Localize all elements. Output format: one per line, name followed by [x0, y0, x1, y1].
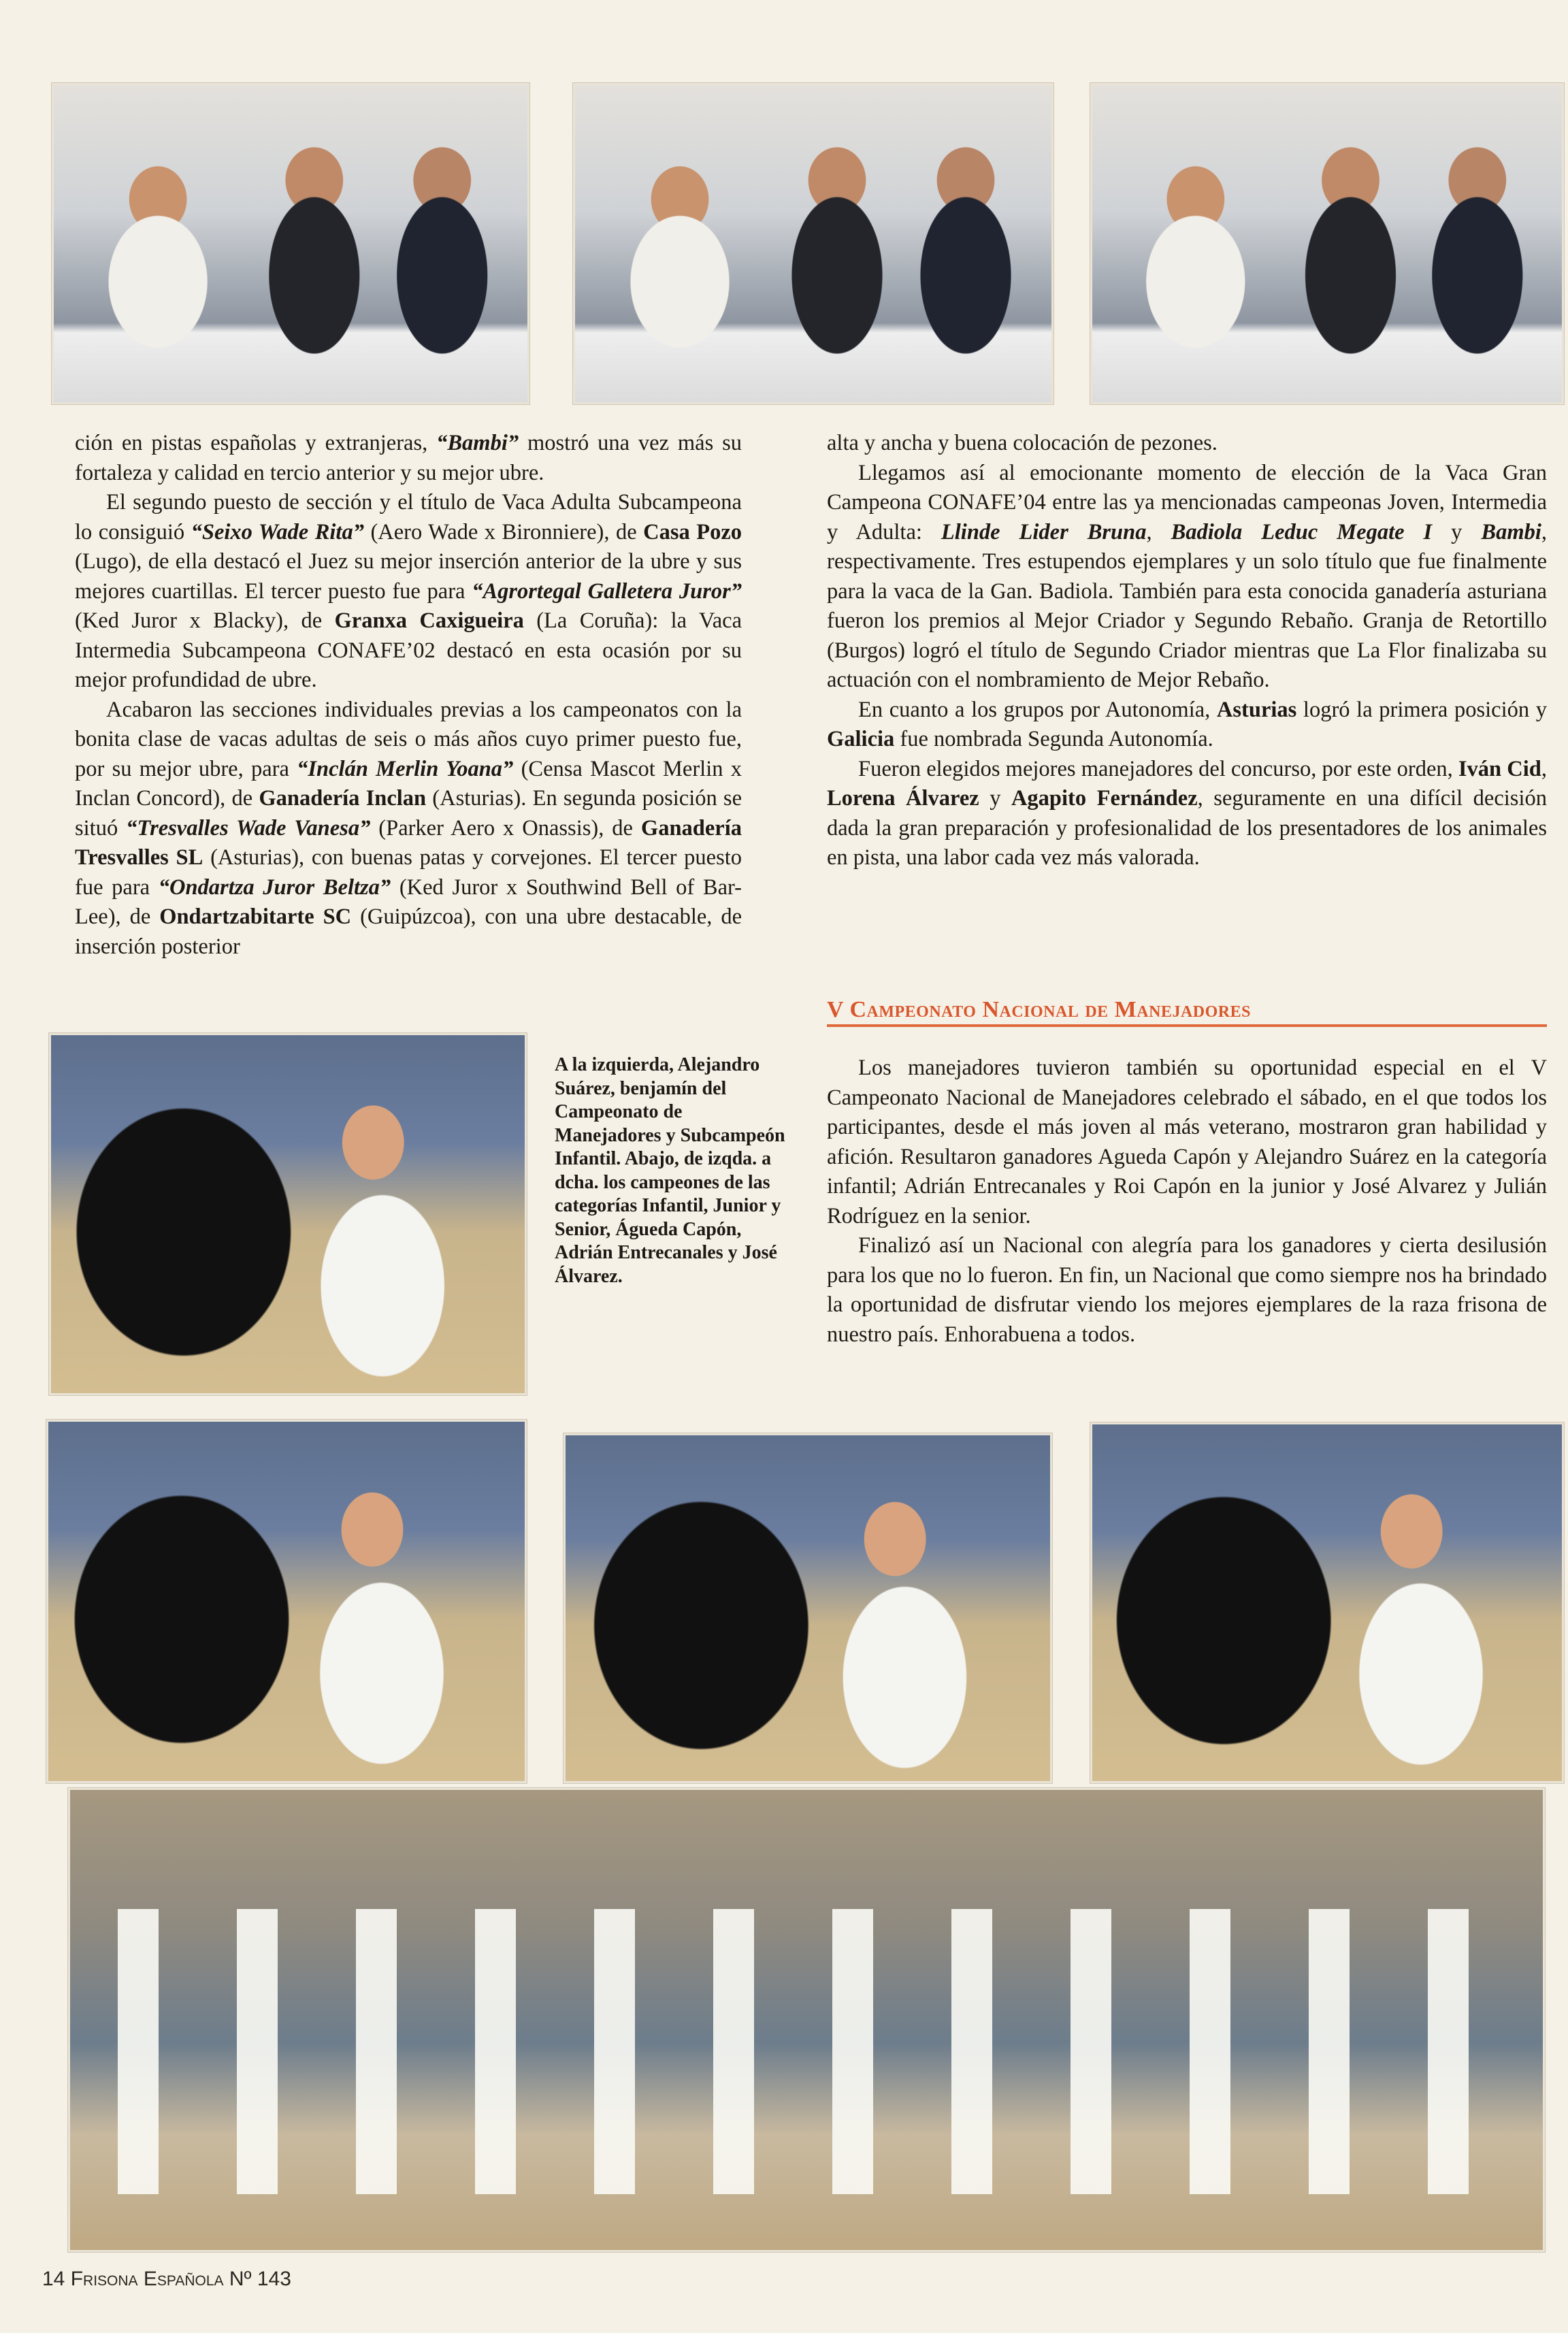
handler-name: Lorena Álvarez [827, 786, 979, 811]
photo-award-ceremony-2 [573, 83, 1054, 404]
cow-name: “Inclán Merlin Yoana” [297, 756, 514, 781]
text-run: Fueron elegidos mejores manejadores del concurso, por este orden, [858, 756, 1458, 781]
text-run: En cuanto a los grupos por Autonomía, [858, 697, 1217, 722]
cow-name: “Ondartza Juror Beltza” [158, 875, 391, 900]
handler-name: Iván Cid [1458, 756, 1541, 781]
photo-boy-with-cow [49, 1033, 527, 1395]
cow-name: Bambi [1481, 519, 1541, 544]
text-run: (Guipúzcoa), con una ubre destacable, de inserción posterior [75, 904, 742, 959]
cow-name: Badiola Leduc Megate I [1171, 519, 1433, 544]
text-run: (Aero Wade x Bironniere), de [363, 519, 644, 544]
photo-group-handlers [68, 1788, 1545, 2252]
photo-award-ceremony-3 [1090, 83, 1564, 404]
text-run: (Asturias), con buenas patas y corvejones. El tercer puesto fue para [75, 845, 742, 900]
text-run: (Asturias). En segunda posición se situó [75, 786, 742, 841]
photo-award-ceremony-1 [52, 83, 529, 404]
region-name: Galicia [827, 727, 895, 751]
photo-caption: A la izquierda, Alejandro Suárez, benjamín del Campeonato de Manejadores y Subcampeón Infantil. Abajo, de izqda. a dcha. los campeones de las categorías Infantil, Junior y Senior, Águeda Capón, Adrián Entrecanales y José Álvarez. [555, 1054, 785, 1287]
cow-name: “Bambi” [436, 431, 519, 455]
page-footer: 14 Frisona Española Nº 143 [42, 2268, 291, 2290]
text-run: El segundo puesto de sección y el título de Vaca Adulta Subcampeona lo consiguió [75, 490, 742, 544]
article-column-right-lower [827, 1054, 1547, 1350]
handler-name: Agapito Fernández [1011, 786, 1198, 811]
article-column-left [75, 429, 742, 962]
text-run: y [979, 786, 1011, 811]
region-name: Asturias [1216, 697, 1297, 722]
text-run: mostró una vez más su fortaleza y calidad en tercio anterior y su mejor ubre. [75, 431, 742, 485]
text-run: (Ked Juror x Southwind Bell of Bar-Lee), de [75, 875, 742, 929]
text-run: (Censa Mascot Merlin x Inclan Concord), de [75, 756, 742, 811]
text-run: (Lugo), de ella destacó el Juez su mejor inserción anterior de la ubre y sus mejores cuartillas. El tercer puesto fue para [75, 549, 742, 604]
paragraph: Los manejadores tuvieron también su oportunidad especial en el V Campeonato Nacional de Manejadores celebrado el sábado, en el que todos los participantes, desde el más joven al más veterano, mostraron gran habilidad y afición. Resultaron ganadores Agueda Capón y Alejandro Suárez en la categoría infantil; Adrián Entrecanales y Roi Capón en la junior y José Alvarez y Julián Rodríguez en la senior. [827, 1056, 1547, 1228]
text-run: Acabaron las secciones individuales previas a los campeonatos con la bonita clase de vacas adultas de seis o más años cuyo primer puesto fue, por su mejor ubre, para [75, 697, 742, 781]
text-run: Llegamos así al emocionante momento de elección de la Vaca Gran Campeona CONAFE’04 entre las ya mencionadas campeonas Joven, Intermedia y Adulta: [827, 460, 1547, 544]
text-run: (Parker Aero x Onassis), de [370, 815, 641, 841]
farm-name: Casa Pozo [643, 519, 742, 544]
farm-name: Ganadería Inclan [259, 786, 427, 811]
text-run: ción en pistas españolas y extranjeras, [75, 431, 437, 455]
text-run: logró la primera posición y [1296, 697, 1547, 722]
text-run: , respectivamente. Tres estupendos ejemplares y un solo título que fue finalmente para la vaca de la Gan. Badiola. También para esta conocida ganadería asturiana fueron los premios al Mejor Criador y Segundo Rebaño. Granja de Retortillo (Burgos) logró el título de Segundo Criador mientras que La Flor finalizaba su actuación con el nombramiento de Mejor Rebaño. [827, 519, 1548, 692]
text-run: (La Coruña): la Vaca Intermedia Subcampeona CONAFE’02 destacó en esta ocasión por su mejor profundidad de ubre. [75, 608, 742, 692]
text-run: y [1432, 519, 1482, 544]
photo-infantil-champion [46, 1420, 527, 1783]
farm-name: Ganadería Tresvalles SL [75, 815, 742, 870]
text-run: fue nombrada Segunda Autonomía. [894, 727, 1213, 751]
farm-name: Ondartzabitarte SC [159, 904, 352, 929]
cow-name: “Agrortegal Galletera Juror” [472, 578, 742, 604]
cow-name: “Tresvalles Wade Vanesa” [126, 815, 371, 841]
text-run: , [1541, 756, 1547, 781]
cow-name: “Seixo Wade Rita” [191, 519, 364, 544]
farm-name: Granxa Caxigueira [334, 608, 524, 633]
paragraph: Finalizó así un Nacional con alegría para los ganadores y cierta desilusión para los que no lo fueron. En fin, un Nacional que como siempre nos ha brindado la oportunidad de disfrutar viendo los mejores ejemplares de la raza frisona de nuestro país. Enhorabuena a todos. [827, 1233, 1547, 1347]
text-run: , seguramente en una difícil decisión dada la gran preparación y profesionalidad de los presentadores de los animales en pista, una labor cada vez más valorada. [827, 786, 1547, 870]
paragraph: alta y ancha y buena colocación de pezones. [827, 431, 1218, 455]
photo-senior-champion [1090, 1422, 1564, 1783]
text-run: , [1146, 519, 1171, 544]
article-column-right [827, 429, 1547, 873]
text-run: (Ked Juror x Blacky), de [75, 608, 335, 633]
photo-junior-champion [564, 1433, 1052, 1783]
section-heading: V Campeonato Nacional de Manejadores [827, 997, 1547, 1027]
cow-name: Llinde Lider Bruna [941, 519, 1147, 544]
